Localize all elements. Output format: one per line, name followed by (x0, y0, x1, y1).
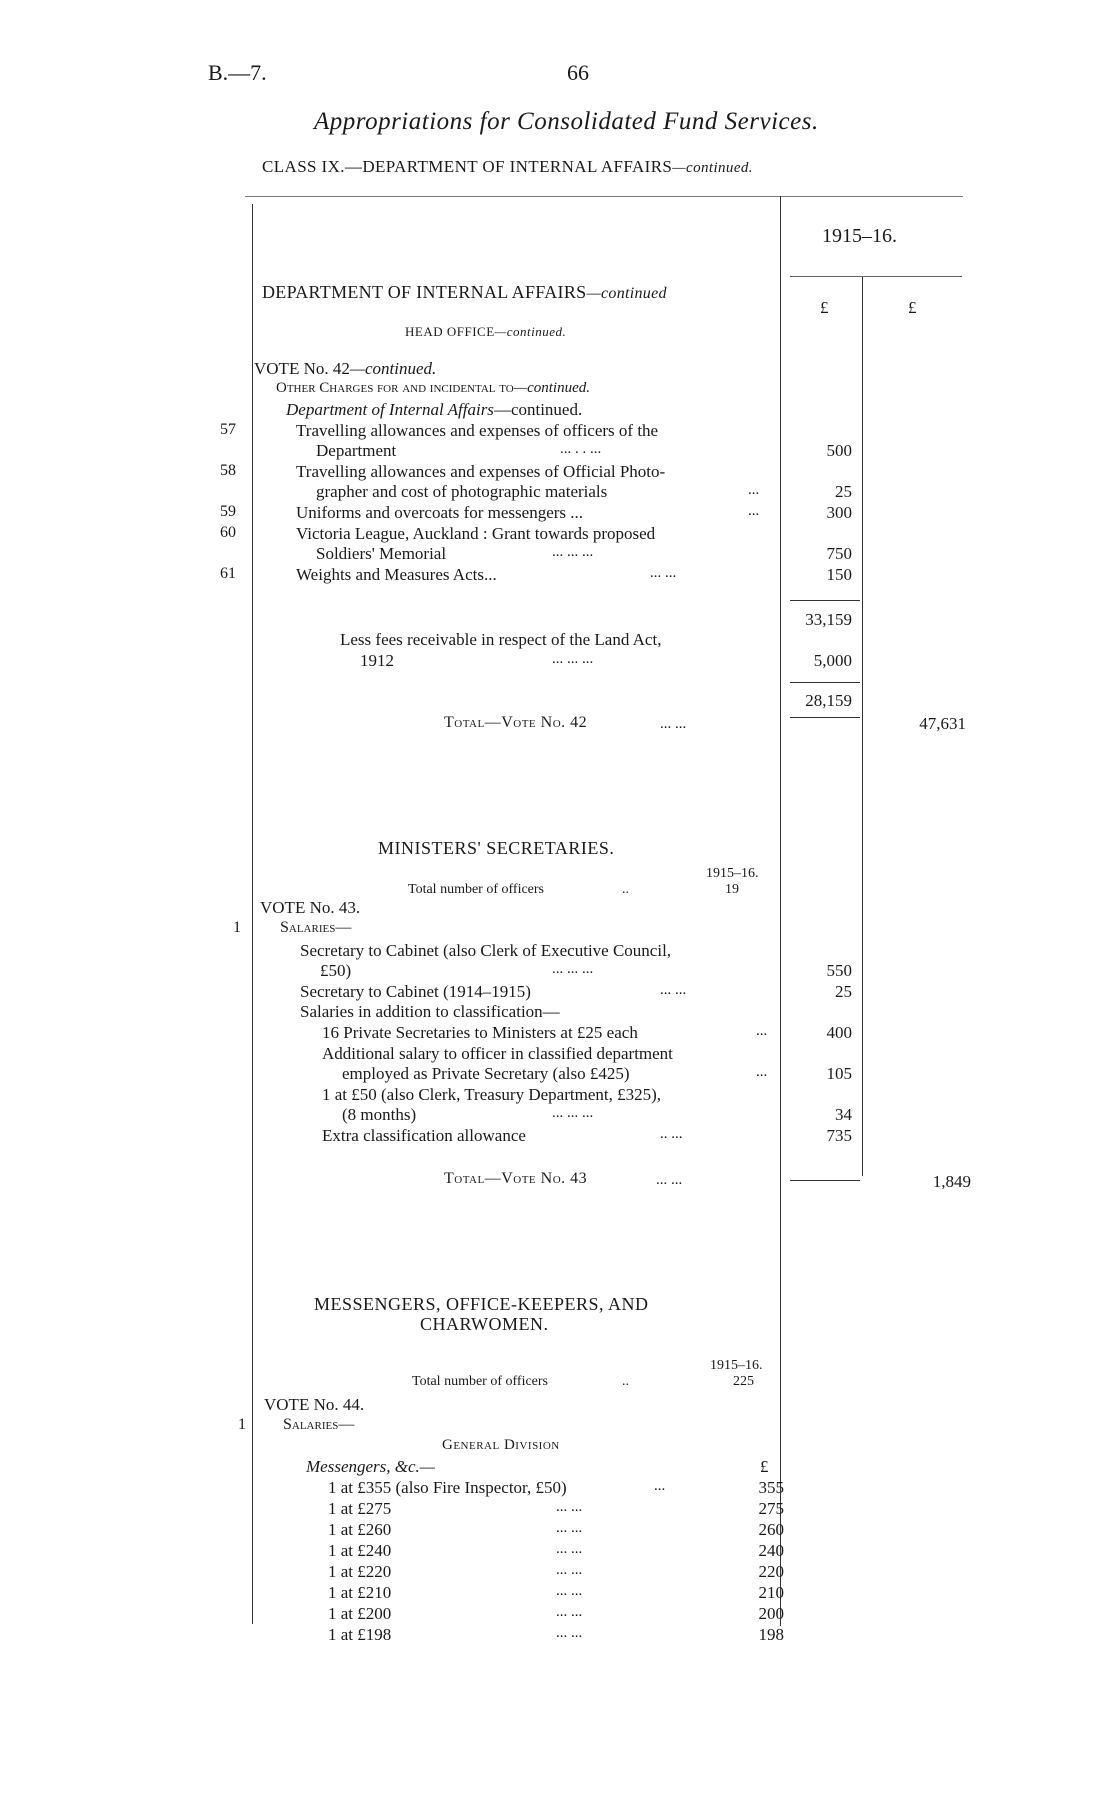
item-amount: 500 (826, 441, 852, 460)
item-amount: 34 (835, 1105, 852, 1124)
vote-42-cont: —continued. (349, 359, 437, 378)
salaries-heading: Salaries— (283, 1416, 355, 1433)
officers-label: Total number of officers (408, 882, 544, 897)
vote-43-heading: VOTE No. 43. (260, 898, 361, 917)
item-text: Secretary to Cabinet (1914–1915) (300, 982, 531, 1001)
item-amount: 300 (826, 503, 852, 522)
section-2-rule (790, 1180, 860, 1181)
item-text: Travelling allowances and expenses of officers of the (296, 421, 659, 440)
section-1-title-main: DEPARTMENT OF INTERNAL AFFAIRS (262, 282, 587, 302)
item-number: 61 (220, 565, 236, 582)
other-charges-main: Other Charges for and incidental to (276, 380, 514, 396)
leader-dots: ... (748, 503, 760, 519)
document-ref: B.—7. (208, 60, 267, 85)
item-text: 1 at £50 (also Clerk, Treasury Department, £325), (322, 1085, 661, 1104)
rate-amount: 198 (758, 1625, 784, 1644)
amount-col-rule (780, 196, 781, 1626)
section-3-title-line-1: MESSENGERS, OFFICE-KEEPERS, AND (314, 1294, 649, 1314)
rate-label: 1 at £210 (328, 1583, 392, 1602)
salaries-heading: Salaries— (280, 919, 352, 936)
section-1-title-cont: —continued (586, 285, 667, 302)
leader-dots: ... ... ... (552, 1105, 594, 1121)
officers-year: 1915–16. (710, 1358, 763, 1373)
leader-dots: ... ... ... (552, 651, 594, 667)
pound-heading-1: £ (820, 298, 829, 317)
page-title: Appropriations for Consolidated Fund Services. (314, 108, 819, 135)
item-amount: 25 (835, 982, 852, 1001)
net-underline (790, 717, 860, 718)
less-fees-year: 1912 (360, 651, 394, 670)
item-amount: 105 (826, 1064, 852, 1083)
leader-dots: ... (756, 1064, 768, 1080)
total-vote-42-label: Total—Vote No. 42 (444, 714, 588, 731)
header-rule (245, 196, 963, 197)
section-2-title: MINISTERS' SECRETARIES. (378, 838, 615, 858)
leader-dots: ... ... (556, 1562, 583, 1578)
rate-label: 1 at £198 (328, 1625, 392, 1644)
section-3-title-line-2: CHARWOMEN. (420, 1314, 549, 1334)
item-text: Extra classification allowance (322, 1126, 526, 1145)
less-fees-text: Less fees receivable in respect of the Land Act, (340, 630, 662, 649)
item-amount: 735 (826, 1126, 852, 1145)
leader-dots: ... ... (656, 1172, 683, 1188)
leader-dots: ... ... ... (552, 544, 594, 560)
item-amount: 750 (826, 544, 852, 563)
item-text: Secretary to Cabinet (also Clerk of Executive Council, (300, 941, 672, 960)
item-text: Soldiers' Memorial (316, 544, 447, 563)
item-text: Additional salary to officer in classified department (322, 1044, 673, 1063)
leader-dots: ... ... ... (552, 961, 594, 977)
rate-label: 1 at £240 (328, 1541, 392, 1560)
item-text: £50) (320, 961, 352, 980)
vote-42-main: VOTE No. 42 (254, 359, 350, 378)
leader-dots: ... ... (556, 1499, 583, 1515)
rate-amount: 220 (758, 1562, 784, 1581)
leader-dots: ... (756, 1023, 768, 1039)
item-text: employed as Private Secretary (also £425) (342, 1064, 630, 1083)
item-amount: 25 (835, 482, 852, 501)
leader-dots: ... . . ... (560, 441, 602, 457)
leader-dots: ... ... (660, 716, 687, 732)
item-amount: 400 (826, 1023, 852, 1042)
rate-amount: 210 (758, 1583, 784, 1602)
total-vote-43-amount: 1,849 (932, 1172, 971, 1191)
rate-label: 1 at £275 (328, 1499, 392, 1518)
head-office-cont: —continued. (494, 324, 567, 339)
year-underline (790, 276, 962, 277)
rate-label: 1 at £200 (328, 1604, 392, 1623)
item-text: Victoria League, Auckland : Grant towards proposed (296, 524, 656, 543)
total-vote-43-label: Total—Vote No. 43 (444, 1170, 588, 1187)
other-charges-heading (276, 380, 590, 397)
officers-count: 225 (733, 1374, 754, 1389)
item-text: (8 months) (342, 1105, 417, 1124)
dept-subheading-main: Department of Internal Affairs (286, 400, 494, 419)
page-number: 66 (567, 60, 589, 85)
item-text: Department (316, 441, 397, 460)
item-text: 16 Private Secretaries to Ministers at £25 each (322, 1023, 638, 1042)
rate-amount: 260 (758, 1520, 784, 1539)
leader-dots: ... ... (556, 1583, 583, 1599)
leader-dots: ... ... (650, 565, 677, 581)
rate-amount: 275 (758, 1499, 784, 1518)
division-heading: General Division (442, 1437, 560, 1453)
rate-amount: 355 (758, 1478, 784, 1497)
item-amount: 550 (826, 961, 852, 980)
leader-dots: ... ... (556, 1541, 583, 1557)
item-number: 57 (220, 421, 236, 438)
rate-amount: 240 (758, 1541, 784, 1560)
item-number: 1 (238, 1416, 246, 1433)
subtotal-rule (790, 600, 860, 601)
leader-dots: .. ... (660, 1126, 683, 1142)
class-heading (262, 157, 753, 177)
class-heading-cont: —continued. (672, 160, 753, 176)
dept-subheading-cont: —continued. (493, 400, 583, 419)
leader-dots: .. (622, 882, 629, 897)
item-number: 59 (220, 503, 236, 520)
leader-dots: ... (654, 1478, 666, 1494)
total-vote-42-amount: 47,631 (919, 714, 966, 733)
officers-count: 19 (725, 882, 739, 897)
leader-dots: ... ... (556, 1520, 583, 1536)
vote-42-heading (254, 359, 436, 379)
head-office-heading (405, 324, 566, 340)
messengers-heading: Messengers, &c.— (306, 1457, 435, 1476)
pound-symbol: £ (760, 1457, 769, 1476)
item-text: Salaries in addition to classification— (300, 1002, 560, 1021)
item-number: 58 (220, 462, 236, 479)
rate-amount: 200 (758, 1604, 784, 1623)
item-text: Weights and Measures Acts... (296, 565, 497, 584)
total-col-rule (862, 276, 863, 1176)
item-text: Uniforms and overcoats for messengers ... (296, 503, 584, 522)
item-number: 60 (220, 524, 236, 541)
leader-dots: ... (748, 482, 760, 498)
section-1-title (262, 282, 667, 303)
subtotal-amount: 33,159 (805, 610, 852, 629)
leader-dots: ... ... (660, 982, 687, 998)
class-heading-main: CLASS IX.—DEPARTMENT OF INTERNAL AFFAIRS (262, 157, 673, 176)
other-charges-cont: —continued. (513, 380, 590, 396)
rate-label: 1 at £220 (328, 1562, 392, 1581)
net-rule (790, 682, 860, 683)
pound-heading-2: £ (908, 298, 917, 317)
item-amount: 150 (826, 565, 852, 584)
officers-year: 1915–16. (706, 866, 759, 881)
officers-label: Total number of officers (412, 1374, 548, 1389)
less-fees-amount: 5,000 (813, 651, 852, 670)
left-rule (252, 204, 253, 1624)
leader-dots: .. (622, 1374, 629, 1389)
rate-label: 1 at £355 (also Fire Inspector, £50) (328, 1478, 567, 1497)
dept-subheading (286, 400, 582, 420)
head-office-main: HEAD OFFICE (405, 324, 495, 339)
item-number: 1 (233, 919, 241, 936)
item-text: grapher and cost of photographic materials (316, 482, 608, 501)
leader-dots: ... ... (556, 1625, 583, 1641)
year-heading: 1915–16. (822, 225, 897, 247)
rate-label: 1 at £260 (328, 1520, 392, 1539)
net-amount: 28,159 (805, 691, 852, 710)
item-text: Travelling allowances and expenses of Official Photo- (296, 462, 666, 481)
vote-44-heading: VOTE No. 44. (264, 1395, 365, 1414)
leader-dots: ... ... (556, 1604, 583, 1620)
